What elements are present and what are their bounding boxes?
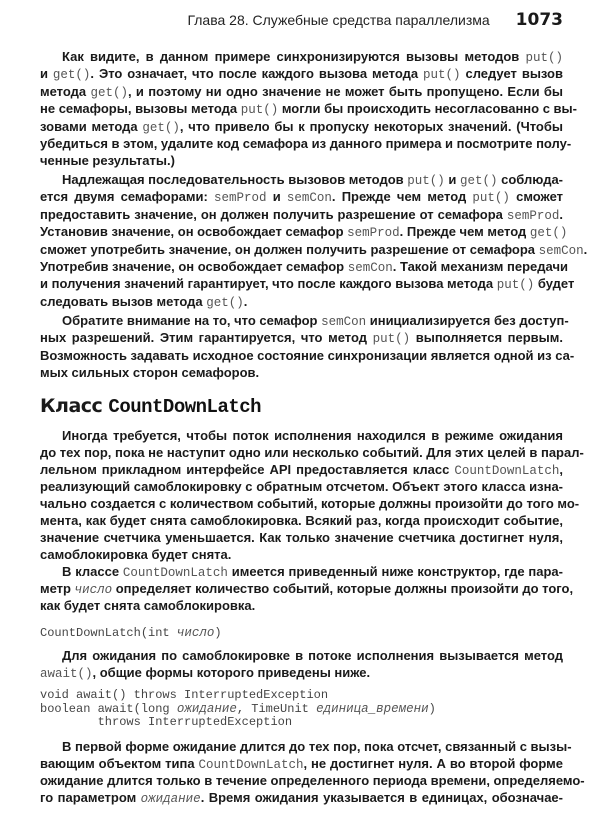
text-line [40, 312, 569, 329]
section-heading [40, 395, 563, 418]
text-line [40, 171, 563, 188]
page-number: 1073 [515, 10, 563, 30]
text-run: значение счетчика уменьшается. Как только значение счетчика достигнет нуля, [40, 530, 563, 545]
inline-code: semProd [506, 208, 560, 223]
paragraph [40, 563, 574, 614]
inline-code: get() [206, 295, 244, 310]
text-run: CountDownLatch(int [40, 626, 177, 640]
inline-code: semCon [347, 260, 393, 275]
paragraph [40, 738, 585, 806]
text-run: В классе [62, 564, 123, 579]
code-placeholder: число [74, 583, 113, 597]
text-run: void await() throws InterruptedException [40, 688, 329, 702]
text-line [40, 627, 563, 641]
text-line [40, 755, 563, 772]
text-line [40, 664, 563, 681]
inline-code: put() [496, 278, 535, 293]
text-line [40, 329, 563, 346]
inline-code: get() [90, 85, 128, 100]
text-line [40, 100, 577, 118]
text-run: вающим объектом типа [40, 756, 199, 771]
text-run: . Прежде чем метод [399, 224, 530, 240]
text-run: реализующий самоблокировку с обратным отсчетом. Объект этого класса изна- [40, 479, 563, 494]
paragraph [40, 647, 563, 681]
text-run: , [559, 462, 563, 477]
text-run: Для ожидания по самоблокировке в потоке исполнения вызывается метод [62, 648, 563, 663]
text-line [40, 118, 563, 135]
text-run: ется двумя семафорами: [40, 189, 215, 205]
text-run: . [243, 293, 248, 309]
inline-code: CountDownLatch [108, 396, 262, 418]
text-run: и получения значений гарантирует, что после каждого вызова метода [40, 276, 497, 292]
text-run: следует вызов [460, 66, 563, 82]
text-line [40, 772, 585, 789]
text-line [40, 597, 563, 614]
text-run: мых сильных сторон семафоров. [40, 365, 260, 381]
text-line [40, 703, 563, 717]
text-run: , что привело бы к пропуску некоторых значений. (Чтобы [179, 118, 563, 134]
text-line [40, 529, 563, 546]
text-run: го параметром [40, 790, 141, 805]
inline-code: CountDownLatch [122, 566, 228, 580]
text-run: метода [40, 83, 91, 99]
text-run: ) [428, 701, 436, 716]
running-header [187, 10, 563, 30]
inline-code: semCon [321, 315, 367, 329]
text-line [40, 258, 568, 275]
text-run: Надлежащая последовательность вызовов методов [62, 172, 408, 187]
text-line [40, 580, 574, 597]
inline-code: get() [529, 226, 568, 241]
inline-code: get() [52, 68, 91, 83]
text-line [40, 444, 584, 461]
text-line [40, 395, 563, 418]
text-line [40, 427, 563, 444]
text-run: мента, как будет снята самоблокировка. Всякий раз, когда происходит событие, [40, 513, 563, 528]
text-line [40, 206, 563, 223]
text-run: следовать вызов метода [40, 293, 207, 309]
chapter-title: Глава 28. Служебные средства параллелизма [187, 12, 490, 28]
text-run: и [40, 66, 53, 82]
text-run: В первой форме ожидание длится до тех пор, пока отсчет, связанный с вызы- [62, 739, 572, 754]
code-listing [40, 689, 563, 730]
text-run: убедиться в этом, удалите код семафора из данного примера и посмотрите полу- [40, 135, 572, 151]
text-run: лельном прикладном интерфейсе API предоставляется класс [40, 462, 455, 477]
text-run: , TimeUnit [236, 701, 317, 716]
text-line [40, 647, 563, 664]
text-run: Обратите внимание на то, что семафор [62, 313, 322, 328]
text-line [40, 48, 563, 65]
inline-code: semProd [214, 191, 267, 206]
text-run: имеется приведенный ниже конструктор, где пара- [227, 564, 563, 579]
text-run: throws InterruptedException [40, 715, 293, 730]
text-line [40, 789, 563, 806]
text-run: не семафоры, вызовы метода [40, 101, 241, 117]
text-line [40, 65, 563, 82]
text-line [40, 495, 580, 512]
inline-code: put() [407, 174, 445, 188]
text-line [40, 546, 563, 563]
paragraph [40, 48, 577, 170]
code-placeholder: ожидание [140, 792, 201, 806]
text-line [40, 275, 575, 293]
text-run: , не достигнет нуля. А во второй форме [303, 756, 563, 771]
inline-code: await() [40, 667, 93, 681]
text-run: выполняется первым. [410, 330, 563, 346]
text-line [40, 188, 563, 205]
text-line [40, 689, 563, 703]
text-run: и [444, 172, 460, 187]
text-run: метр [40, 581, 75, 596]
text-run: будет [534, 276, 575, 292]
text-run: сможет [509, 189, 564, 205]
inline-code: semCon [286, 191, 332, 206]
text-run: могли бы происходить несогласованно с вы- [278, 101, 577, 117]
text-run: и [266, 189, 287, 205]
inline-code: CountDownLatch [454, 464, 560, 478]
text-line [40, 512, 563, 529]
code-placeholder: ожидание [176, 701, 237, 716]
text-line [40, 135, 572, 152]
text-line [40, 364, 563, 381]
text-run: . [559, 206, 563, 222]
paragraph [40, 312, 575, 382]
text-run: как будет снята самоблокировка. [40, 598, 256, 613]
text-line [40, 478, 563, 495]
text-run: Класс [40, 395, 109, 417]
text-run: Установив значение, он освобождает семафор [40, 224, 348, 240]
text-run: ных разрешений. Этим гарантируется, что метод [40, 330, 373, 346]
inline-code: get() [460, 174, 498, 188]
inline-code: put() [372, 332, 411, 347]
inline-code: put() [240, 103, 279, 118]
text-run: Возможность задавать исходное состояние синхронизации является одной из са- [40, 347, 575, 363]
text-run: соблюда- [497, 172, 564, 187]
text-run: boolean await(long [40, 701, 177, 716]
text-run: . Такой механизм передачи [392, 258, 568, 274]
text-run: . Прежде чем метод [331, 189, 473, 205]
text-line [40, 563, 563, 580]
text-line [40, 716, 563, 730]
text-run: , общие формы которого приведены ниже. [92, 665, 371, 680]
paragraph [40, 427, 584, 563]
inline-code: get() [142, 120, 180, 135]
inline-code: put() [472, 191, 510, 206]
text-line [40, 83, 563, 100]
text-run: Как видите, в данном примере синхронизируются вызовы методов [62, 49, 526, 64]
text-run: . Время ожидания указывается в единицах, обозначае- [200, 790, 563, 805]
text-run: определяет количество событий, которые должны произойти до того, [112, 581, 574, 596]
text-run: ченные результаты.) [40, 153, 175, 169]
inline-code: semProd [347, 226, 400, 241]
text-run: , и поэтому ни одно значение не может быть пропущено. Если бы [127, 83, 564, 99]
text-run: предоставить значение, он должен получить разрешение от семафора [40, 206, 507, 222]
text-line [40, 347, 575, 364]
text-run: сможет употребить значение, он должен получить разрешение от семафора [40, 241, 539, 257]
text-run: Иногда требуется, чтобы поток исполнения находился в режиме ожидания [62, 428, 563, 443]
code-listing [40, 627, 563, 641]
inline-code: semCon [538, 243, 584, 258]
text-run: зовами метода [40, 118, 143, 134]
text-run: чально создается с количеством событий, которые должны произойти до того мо- [40, 496, 580, 511]
text-line [40, 293, 563, 310]
paragraph [40, 171, 588, 310]
inline-code: CountDownLatch [198, 758, 304, 772]
text-run: инициализируется без доступ- [366, 313, 569, 328]
text-run: Употребив значение, он освобождает семафор [40, 258, 348, 274]
text-line [40, 241, 588, 258]
text-run: ожидание длится только в течение определенного периода времени, определяемо- [40, 773, 585, 788]
code-placeholder: единица_времени [316, 701, 429, 716]
code-placeholder: число [176, 626, 215, 640]
text-run: до тех пор, пока не наступит одно или несколько событий. Для этих целей в парал- [40, 445, 584, 460]
text-run: ) [214, 626, 222, 640]
text-run: самоблокировка будет снята. [40, 547, 232, 562]
inline-code: put() [525, 51, 563, 65]
text-line [40, 738, 572, 755]
text-line [40, 223, 568, 241]
text-run: . Это означает, что после каждого вызова метода [90, 66, 424, 82]
inline-code: put() [423, 68, 461, 83]
text-line [40, 461, 563, 478]
text-run: . [583, 241, 588, 257]
text-line [40, 152, 563, 169]
